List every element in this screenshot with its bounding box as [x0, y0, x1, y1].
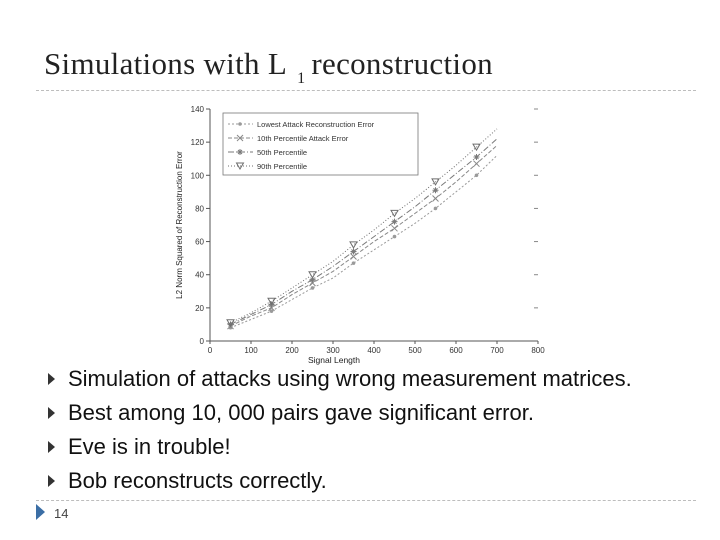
data-point — [474, 161, 480, 167]
data-point — [475, 173, 479, 177]
x-tick-label: 800 — [531, 346, 545, 355]
line-chart — [168, 95, 558, 365]
data-point — [238, 122, 242, 126]
data-point — [352, 261, 356, 265]
title-subscript: 1 — [297, 70, 306, 87]
bullet-text: Best among 10, 000 pairs gave significant error. — [68, 400, 534, 425]
y-tick-label: 120 — [190, 138, 204, 148]
footer-divider — [36, 500, 696, 501]
legend-label: 50th Percentile — [257, 148, 308, 157]
data-point — [270, 309, 274, 313]
bullet-arrow-icon — [48, 407, 55, 419]
data-point — [434, 207, 438, 211]
title-divider — [36, 90, 696, 91]
y-tick-label: 20 — [195, 303, 204, 313]
bullet-item — [44, 430, 632, 464]
page-number: 14 — [54, 506, 69, 521]
bullet-text: Eve is in trouble! — [68, 434, 231, 459]
y-tick-label: 140 — [190, 105, 204, 114]
legend-label: 10th Percentile Attack Error — [257, 134, 349, 143]
bullet-item — [44, 362, 632, 396]
x-tick-label: 100 — [244, 346, 258, 355]
data-point — [393, 235, 397, 239]
y-tick-label: 80 — [195, 204, 204, 214]
bullet-text: Simulation of attacks using wrong measurement matrices. — [68, 366, 632, 391]
x-tick-label: 700 — [490, 346, 504, 355]
data-point — [311, 286, 315, 290]
x-tick-label: 400 — [367, 346, 381, 355]
x-tick-label: 500 — [408, 346, 422, 355]
y-tick-label: 100 — [190, 171, 204, 181]
bullet-arrow-icon — [48, 441, 55, 453]
y-tick-label: 0 — [199, 337, 204, 346]
data-point — [433, 195, 439, 201]
y-tick-label: 40 — [195, 270, 204, 280]
y-axis-label: L2 Norm Squared of Reconstruction Error — [175, 151, 184, 299]
bullet-arrow-icon — [48, 373, 55, 385]
bullet-arrow-icon — [48, 475, 55, 487]
x-tick-label: 600 — [449, 346, 463, 355]
title-main: Simulations with L — [44, 46, 288, 81]
bullet-list — [44, 362, 632, 498]
data-point — [350, 242, 357, 248]
bullet-item — [44, 464, 632, 498]
x-axis-label: Signal Length — [308, 355, 360, 365]
bullet-text: Bob reconstructs correctly. — [68, 468, 327, 493]
slide-title — [44, 46, 493, 87]
legend-label: Lowest Attack Reconstruction Error — [257, 120, 375, 129]
bullet-item — [44, 396, 632, 430]
footer-arrow-icon — [36, 504, 45, 520]
data-point — [391, 210, 398, 216]
y-tick-label: 60 — [195, 237, 204, 247]
x-tick-label: 0 — [207, 346, 213, 355]
legend-label: 90th Percentile — [257, 162, 308, 171]
data-point — [309, 272, 316, 278]
x-tick-label: 200 — [285, 346, 299, 355]
data-point — [392, 225, 398, 231]
title-rest: reconstruction — [311, 46, 493, 81]
x-tick-label: 300 — [326, 346, 340, 355]
